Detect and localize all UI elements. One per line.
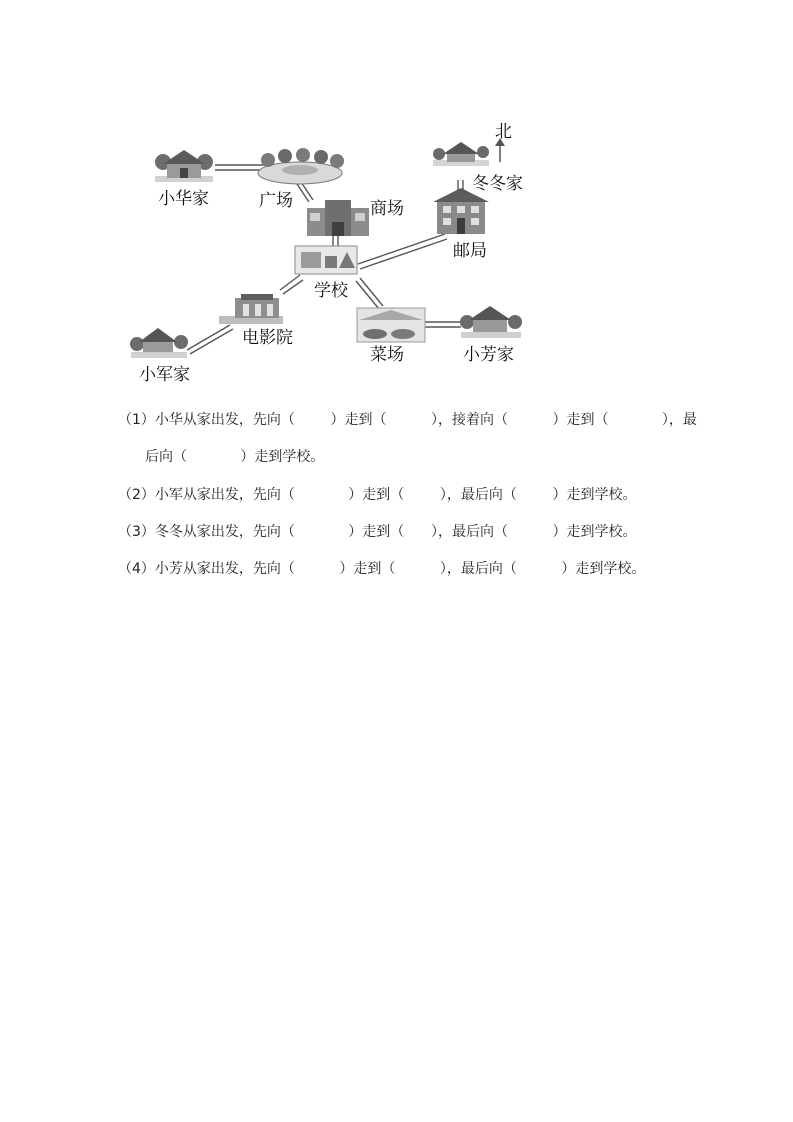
post-office-icon bbox=[433, 188, 489, 234]
map-figure bbox=[125, 118, 535, 388]
square-label: 广场 bbox=[259, 191, 293, 211]
vegetable-market-icon bbox=[357, 308, 425, 342]
xiaojun-home-label: 小军家 bbox=[139, 365, 190, 385]
north-label: 北 bbox=[495, 122, 512, 142]
xiaofang-home-icon bbox=[460, 306, 522, 338]
vegetable-market-label: 菜场 bbox=[370, 345, 404, 365]
question-1-line-2: 后向（ ）走到学校。 bbox=[145, 449, 325, 465]
square-icon bbox=[258, 148, 344, 184]
question-4: （4）小芳从家出发，先向（ ）走到（ ），最后向（ ）走到学校。 bbox=[118, 561, 646, 577]
question-2: （2）小军从家出发，先向（ ）走到（ ），最后向（ ）走到学校。 bbox=[118, 487, 637, 503]
cinema-label: 电影院 bbox=[242, 328, 293, 348]
school-icon bbox=[295, 246, 357, 274]
dongdong-home-label: 冬冬家 bbox=[472, 174, 523, 194]
mall-icon bbox=[307, 200, 369, 236]
post-office-label: 邮局 bbox=[453, 241, 487, 261]
xiaohua-home-label: 小华家 bbox=[158, 189, 209, 209]
question-1-line-1: （1）小华从家出发，先向（ ）走到（ ），接着向（ ）走到（ ），最 bbox=[118, 412, 697, 428]
mall-label: 商场 bbox=[370, 199, 404, 219]
cinema-icon bbox=[219, 294, 283, 324]
xiaojun-home-icon bbox=[130, 328, 188, 358]
xiaohua-home-icon bbox=[155, 150, 213, 182]
dongdong-home-icon bbox=[433, 142, 489, 166]
question-3: （3）冬冬从家出发，先向（ ）走到（ ），最后向（ ）走到学校。 bbox=[118, 524, 637, 540]
xiaofang-home-label: 小芳家 bbox=[463, 345, 514, 365]
school-label: 学校 bbox=[314, 281, 348, 301]
